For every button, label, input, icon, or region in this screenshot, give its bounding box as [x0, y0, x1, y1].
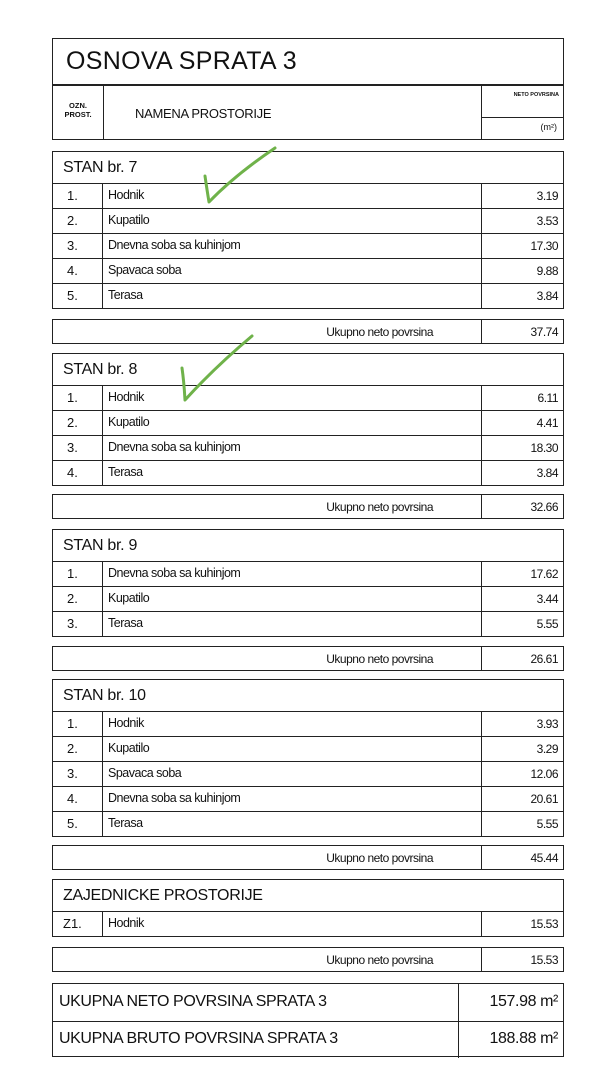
row-number: 5. — [67, 288, 78, 303]
row-area: 18.30 — [530, 441, 558, 455]
table-row — [53, 461, 563, 485]
table-header — [52, 85, 564, 140]
section-stan-10 — [52, 679, 564, 837]
row-area: 20.61 — [530, 792, 558, 806]
table-row — [53, 209, 563, 234]
total-value: 15.53 — [530, 953, 558, 967]
row-area: 15.53 — [530, 917, 558, 931]
table-row — [53, 436, 563, 461]
table-row — [53, 912, 563, 936]
row-name: Dnevna soba sa kuhinjom — [108, 440, 241, 454]
row-area: 6.11 — [537, 391, 558, 405]
row-number: 5. — [67, 816, 78, 831]
row-number: 4. — [67, 263, 78, 278]
section-title-row — [53, 152, 563, 184]
table-row — [53, 386, 563, 411]
row-number: 2. — [67, 591, 78, 606]
row-area: 3.19 — [536, 189, 558, 203]
row-area: 4.41 — [536, 416, 558, 430]
row-area: 9.88 — [536, 264, 558, 278]
section-title: STAN br. 10 — [63, 687, 146, 704]
row-area: 3.93 — [536, 717, 558, 731]
section-zajednicke — [52, 879, 564, 937]
row-area: 3.53 — [536, 214, 558, 228]
section-title: STAN br. 8 — [63, 361, 138, 378]
row-name: Kupatilo — [108, 591, 150, 605]
table-row — [53, 587, 563, 612]
table-row — [53, 411, 563, 436]
total-value: 32.66 — [530, 500, 558, 514]
section-total-row — [52, 319, 564, 344]
section-total-row — [52, 494, 564, 519]
row-number: 2. — [67, 741, 78, 756]
row-name: Kupatilo — [108, 213, 150, 227]
row-name: Spavaca soba — [108, 263, 182, 277]
row-name: Kupatilo — [108, 415, 150, 429]
section-title: STAN br. 7 — [63, 159, 138, 176]
table-row — [53, 234, 563, 259]
section-title-row — [53, 354, 563, 386]
row-number: 1. — [67, 566, 78, 581]
row-name: Hodnik — [108, 916, 144, 930]
table-row — [53, 184, 563, 209]
row-area: 12.06 — [530, 767, 558, 781]
section-total-row — [52, 845, 564, 870]
row-name: Terasa — [108, 816, 143, 830]
row-number: 1. — [67, 716, 78, 731]
summary-neto-label: UKUPNA NETO POVRSINA SPRATA 3 — [59, 993, 327, 1010]
header-namena-cell — [103, 86, 482, 139]
section-title-row — [53, 680, 563, 712]
section-stan-9 — [52, 529, 564, 637]
table-row — [53, 259, 563, 284]
title-text: OSNOVA SPRATA 3 — [66, 47, 297, 75]
header-area-unit: (m²) — [540, 122, 557, 132]
table-row — [53, 612, 563, 636]
summary-bruto-value: 188.88 m² — [489, 1030, 558, 1047]
row-name: Kupatilo — [108, 741, 150, 755]
row-name: Terasa — [108, 616, 143, 630]
total-value: 45.44 — [530, 851, 558, 865]
row-name: Dnevna soba sa kuhinjom — [108, 566, 241, 580]
section-total-row — [52, 947, 564, 972]
floor-summary — [52, 983, 564, 1057]
table-row — [53, 762, 563, 787]
row-number: 2. — [67, 415, 78, 430]
section-title: STAN br. 9 — [63, 537, 138, 554]
total-label: Ukupno neto povrsina — [326, 325, 433, 339]
header-oznaka-cell — [53, 86, 104, 139]
table-row — [53, 712, 563, 737]
section-total-row — [52, 646, 564, 671]
section-title-row — [53, 530, 563, 562]
row-area: 3.44 — [536, 592, 558, 606]
row-number: 1. — [67, 390, 78, 405]
row-number: 1. — [67, 188, 78, 203]
summary-neto-value: 157.98 m² — [489, 993, 558, 1010]
row-name: Dnevna soba sa kuhinjom — [108, 238, 241, 252]
section-stan-7 — [52, 151, 564, 309]
header-area-title: NETO POVRSINA — [513, 92, 559, 98]
table-row — [53, 737, 563, 762]
summary-neto-row — [53, 984, 563, 1022]
row-area: 17.30 — [530, 239, 558, 253]
total-label: Ukupno neto povrsina — [326, 953, 433, 967]
header-oznaka-label: OZN. PROST. — [64, 101, 92, 119]
section-title-row — [53, 880, 563, 912]
row-number: 4. — [67, 791, 78, 806]
table-row — [53, 562, 563, 587]
row-area: 3.84 — [536, 289, 558, 303]
row-name: Dnevna soba sa kuhinjom — [108, 791, 241, 805]
row-number: 3. — [67, 238, 78, 253]
total-label: Ukupno neto povrsina — [326, 851, 433, 865]
summary-bruto-label: UKUPNA BRUTO POVRSINA SPRATA 3 — [59, 1030, 338, 1047]
section-stan-8 — [52, 353, 564, 486]
total-label: Ukupno neto povrsina — [326, 500, 433, 514]
row-name: Spavaca soba — [108, 766, 182, 780]
row-number: 3. — [67, 616, 78, 631]
table-row — [53, 284, 563, 308]
row-area: 5.55 — [536, 617, 558, 631]
table-row — [53, 812, 563, 836]
row-number: 3. — [67, 766, 78, 781]
row-number: 2. — [67, 213, 78, 228]
row-number: 4. — [67, 465, 78, 480]
row-number: Z1. — [63, 916, 82, 931]
section-title: ZAJEDNICKE PROSTORIJE — [63, 887, 263, 904]
row-name: Terasa — [108, 288, 143, 302]
row-area: 5.55 — [536, 817, 558, 831]
row-name: Hodnik — [108, 390, 144, 404]
row-number: 3. — [67, 440, 78, 455]
row-area: 17.62 — [530, 567, 558, 581]
table-row — [53, 787, 563, 812]
document-title — [52, 38, 564, 85]
total-value: 26.61 — [530, 652, 558, 666]
row-name: Terasa — [108, 465, 143, 479]
row-area: 3.84 — [536, 466, 558, 480]
row-name: Hodnik — [108, 716, 144, 730]
summary-bruto-row — [53, 1021, 563, 1058]
header-namena-label: NAMENA PROSTORIJE — [135, 106, 272, 121]
total-value: 37.74 — [530, 325, 558, 339]
total-label: Ukupno neto povrsina — [326, 652, 433, 666]
row-area: 3.29 — [536, 742, 558, 756]
header-area-title-cell — [481, 86, 563, 118]
row-name: Hodnik — [108, 188, 144, 202]
